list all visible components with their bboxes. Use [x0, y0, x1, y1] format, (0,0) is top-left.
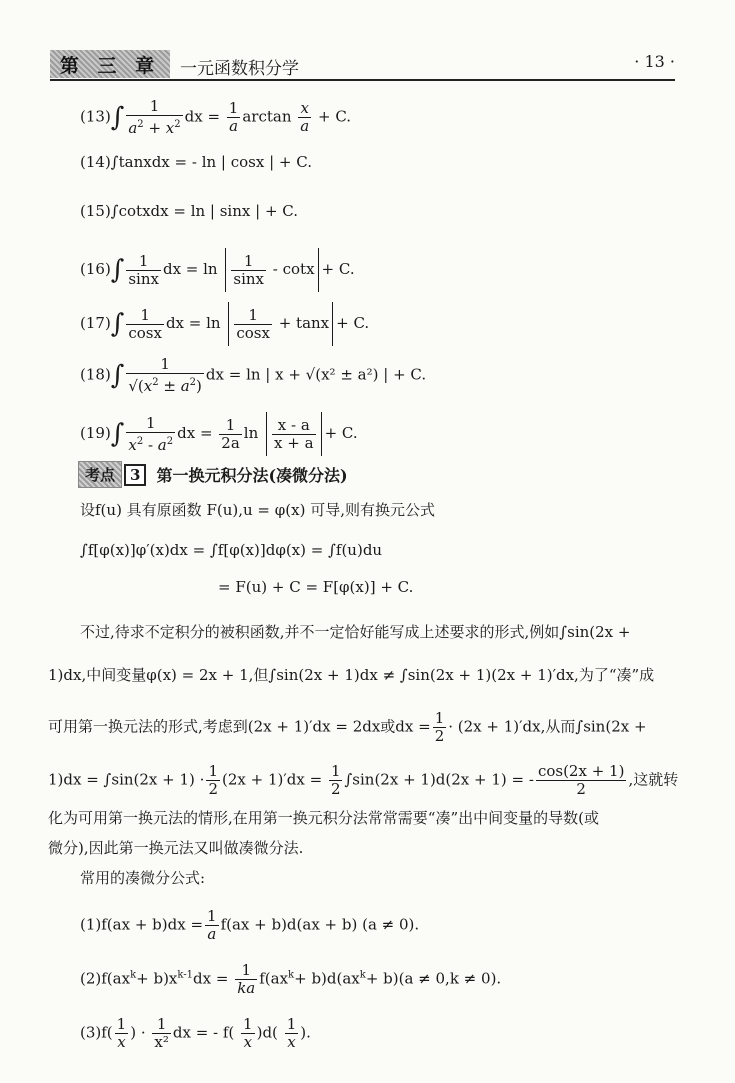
common-formula-2: $(2)f(ax^k+ b)x^{k-1}dx$ = $\frac{1}{ka}$ $f(ax^k+ b)d(ax^k+ b)(a \ne 0,k \ne 0)$.	[80, 961, 502, 997]
section-title: 第一换元积分法(凑微分法)	[156, 466, 348, 485]
common-formula-1: (1)f(ax + b)dx = $\frac{1}{a}$ f(ax + b)d(ax + b) (a ≠ 0).	[80, 907, 420, 943]
formula-18: (18)∫ $\frac{1}{√(x^2 \pm a^2)}$ dx = ln | x + √(x² ± a²) | + C.	[80, 355, 427, 395]
formula-19: (19)∫ $\frac{1}{x^2 - a^2}$ dx = $\frac{1}{2a}$ ln $\frac{x - a}{x + a}$ + C.	[80, 412, 358, 456]
formula-16: (16)∫ $\frac{1}{\sin x}$ dx = ln $\frac{1}{\sin x}$ - cotx + C.	[80, 248, 355, 292]
chapter-label: 第 三 章	[59, 54, 161, 77]
formula-17: (17)∫ $\frac{1}{\cos x}$ dx = ln $\frac{1}{\cos x}$ + tanx + C.	[80, 302, 369, 346]
formula-substitution-1: ∫f[φ(x)]φ′(x)dx = ∫f[φ(x)]dφ(x) = ∫f(u)du	[80, 541, 383, 559]
section-badge: 考点	[78, 461, 122, 488]
paragraph-line-1: 不过,待求不定积分的被积函数,并不一定恰好能写成上述要求的形式,例如∫sin(2x +	[80, 623, 631, 641]
page-number: · 13 ·	[634, 52, 675, 71]
section-number: 3	[124, 464, 146, 486]
chapter-title: 一元函数积分学	[180, 59, 299, 79]
common-formula-3: (3)f( $\frac{1}{x}$ ) · $\frac{1}{\text{x²}}$ dx = - f( $\frac{1}{x}$ )d( $\frac{1}{x}$ ).	[80, 1015, 311, 1051]
paragraph-line-6: 微分),因此第一换元法又叫做凑微分法.	[48, 839, 304, 857]
chapter-badge	[50, 50, 170, 78]
paragraph-line-4: 1)dx = ∫sin(2x + 1) · $\frac{1}{2}$ (2x + 1)′dx = $\frac{1}{2}$ ∫sin(2x + 1)d(2x + 1) = - $\frac{\cos(2x + 1)}{2}$ ,这就转	[48, 762, 679, 798]
page-header	[50, 50, 675, 80]
section-heading	[78, 461, 348, 488]
intro-line: 设f(u) 具有原函数 F(u),u = φ(x) 可导,则有换元公式	[80, 501, 435, 519]
paragraph-line-2: 1)dx,中间变量φ(x) = 2x + 1,但∫sin(2x + 1)dx ≠ ∫sin(2x + 1)(2x + 1)′dx,为了“凑”成	[48, 666, 655, 684]
formula-13: (13)∫ $\frac{1}{a^2 + x^2}$ dx = $\frac{1}{a}$ arctan $\frac{x}{a}$ + C.	[80, 97, 352, 137]
header-rule	[50, 79, 675, 81]
formula-15: (15)∫cotxdx = ln | sinx | + C.	[80, 202, 298, 220]
paragraph-line-5: 化为可用第一换元法的情形,在用第一换元积分法常常需要“凑”出中间变量的导数(或	[48, 809, 599, 827]
paragraph-line-3: 可用第一换元法的形式,考虑到(2x + 1)′dx = 2dx或dx = $\frac{1}{2}$ · (2x + 1)′dx,从而∫sin(2x +	[48, 709, 647, 745]
formula-14: (14)∫tanxdx = - ln | cosx | + C.	[80, 153, 312, 171]
formula-substitution-2: = F(u) + C = F[φ(x)] + C.	[218, 578, 414, 596]
common-formulas-heading: 常用的凑微分公式:	[80, 869, 206, 887]
